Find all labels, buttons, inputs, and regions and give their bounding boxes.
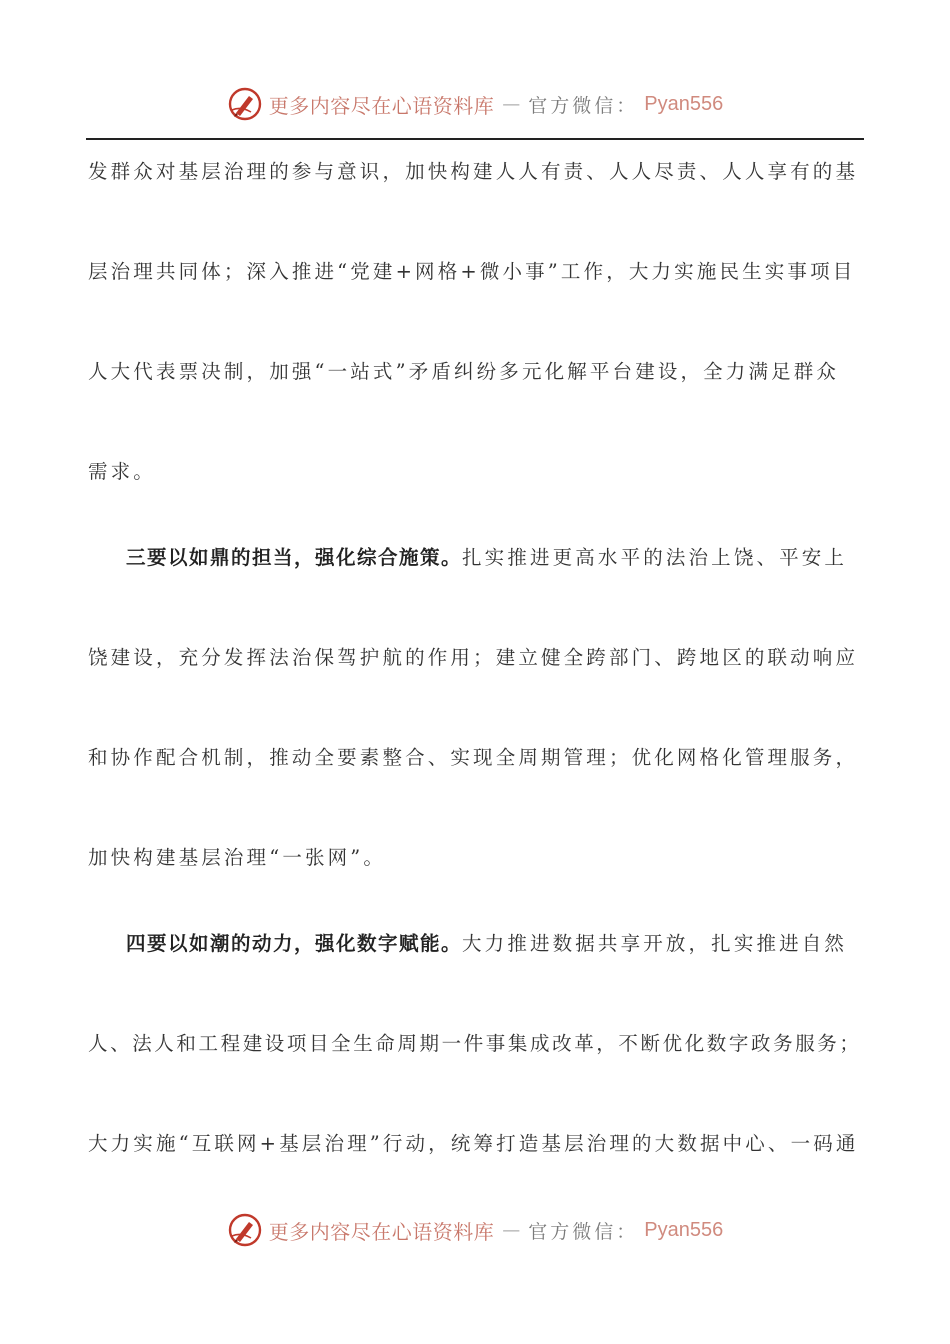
- p2-line-1: [126, 543, 864, 573]
- p1-line-3: 人大代表票决制，加强“一站式”矛盾纠纷多元化解平台建设，全力满足群众: [88, 360, 840, 383]
- footer-dash: —: [502, 1219, 521, 1241]
- header-divider: [86, 138, 864, 140]
- header-wechat-id: Pyan556: [644, 92, 724, 115]
- footer-brand-text: 更多内容尽在心语资料库: [268, 1219, 495, 1244]
- p2-line-2: 饶建设，充分发挥法治保驾护航的作用；建立健全跨部门、跨地区的联动响应: [88, 646, 859, 669]
- header-dash: —: [502, 93, 521, 115]
- pen-logo-icon: [227, 1212, 263, 1248]
- pen-logo-icon: [227, 86, 263, 122]
- p3-line-1: [126, 929, 864, 959]
- footer-wechat-id: Pyan556: [644, 1218, 724, 1241]
- p3-line-2: 人、法人和工程建设项目全生命周期一件事集成改革，不断优化数字政务服务；: [88, 1032, 862, 1055]
- p1-line-1: 发群众对基层治理的参与意识，加快构建人人有责、人人尽责、人人享有的基: [88, 160, 859, 183]
- p2-line-3: 和协作配合机制，推动全要素整合、实现全周期管理；优化网格化管理服务，: [88, 746, 859, 769]
- header-wechat-label: 官方微信：: [528, 94, 639, 117]
- header-brand-text: 更多内容尽在心语资料库: [268, 93, 495, 118]
- footer-banner: [0, 1210, 950, 1250]
- p1-line-2: 层治理共同体；深入推进“党建+网格+微小事”工作，大力实施民生实事项目: [88, 260, 856, 283]
- footer-wechat-label: 官方微信：: [528, 1220, 639, 1243]
- p2-line-1-rest: 扎实推进更高水平的法治上饶、平安上: [462, 546, 848, 569]
- p2-lead-heading: 三要以如鼎的担当，强化综合施策。: [126, 546, 463, 569]
- p3-line-3: 大力实施“互联网+基层治理”行动，统筹打造基层治理的大数据中心、一码通: [88, 1132, 859, 1155]
- p1-line-4: 需求。: [88, 460, 156, 483]
- p3-line-1-rest: 大力推进数据共享开放，扎实推进自然: [462, 932, 848, 955]
- p3-lead-heading: 四要以如潮的动力，强化数字赋能。: [126, 932, 463, 955]
- header-banner: [0, 84, 950, 124]
- p2-line-4: 加快构建基层治理“一张网”。: [88, 846, 387, 869]
